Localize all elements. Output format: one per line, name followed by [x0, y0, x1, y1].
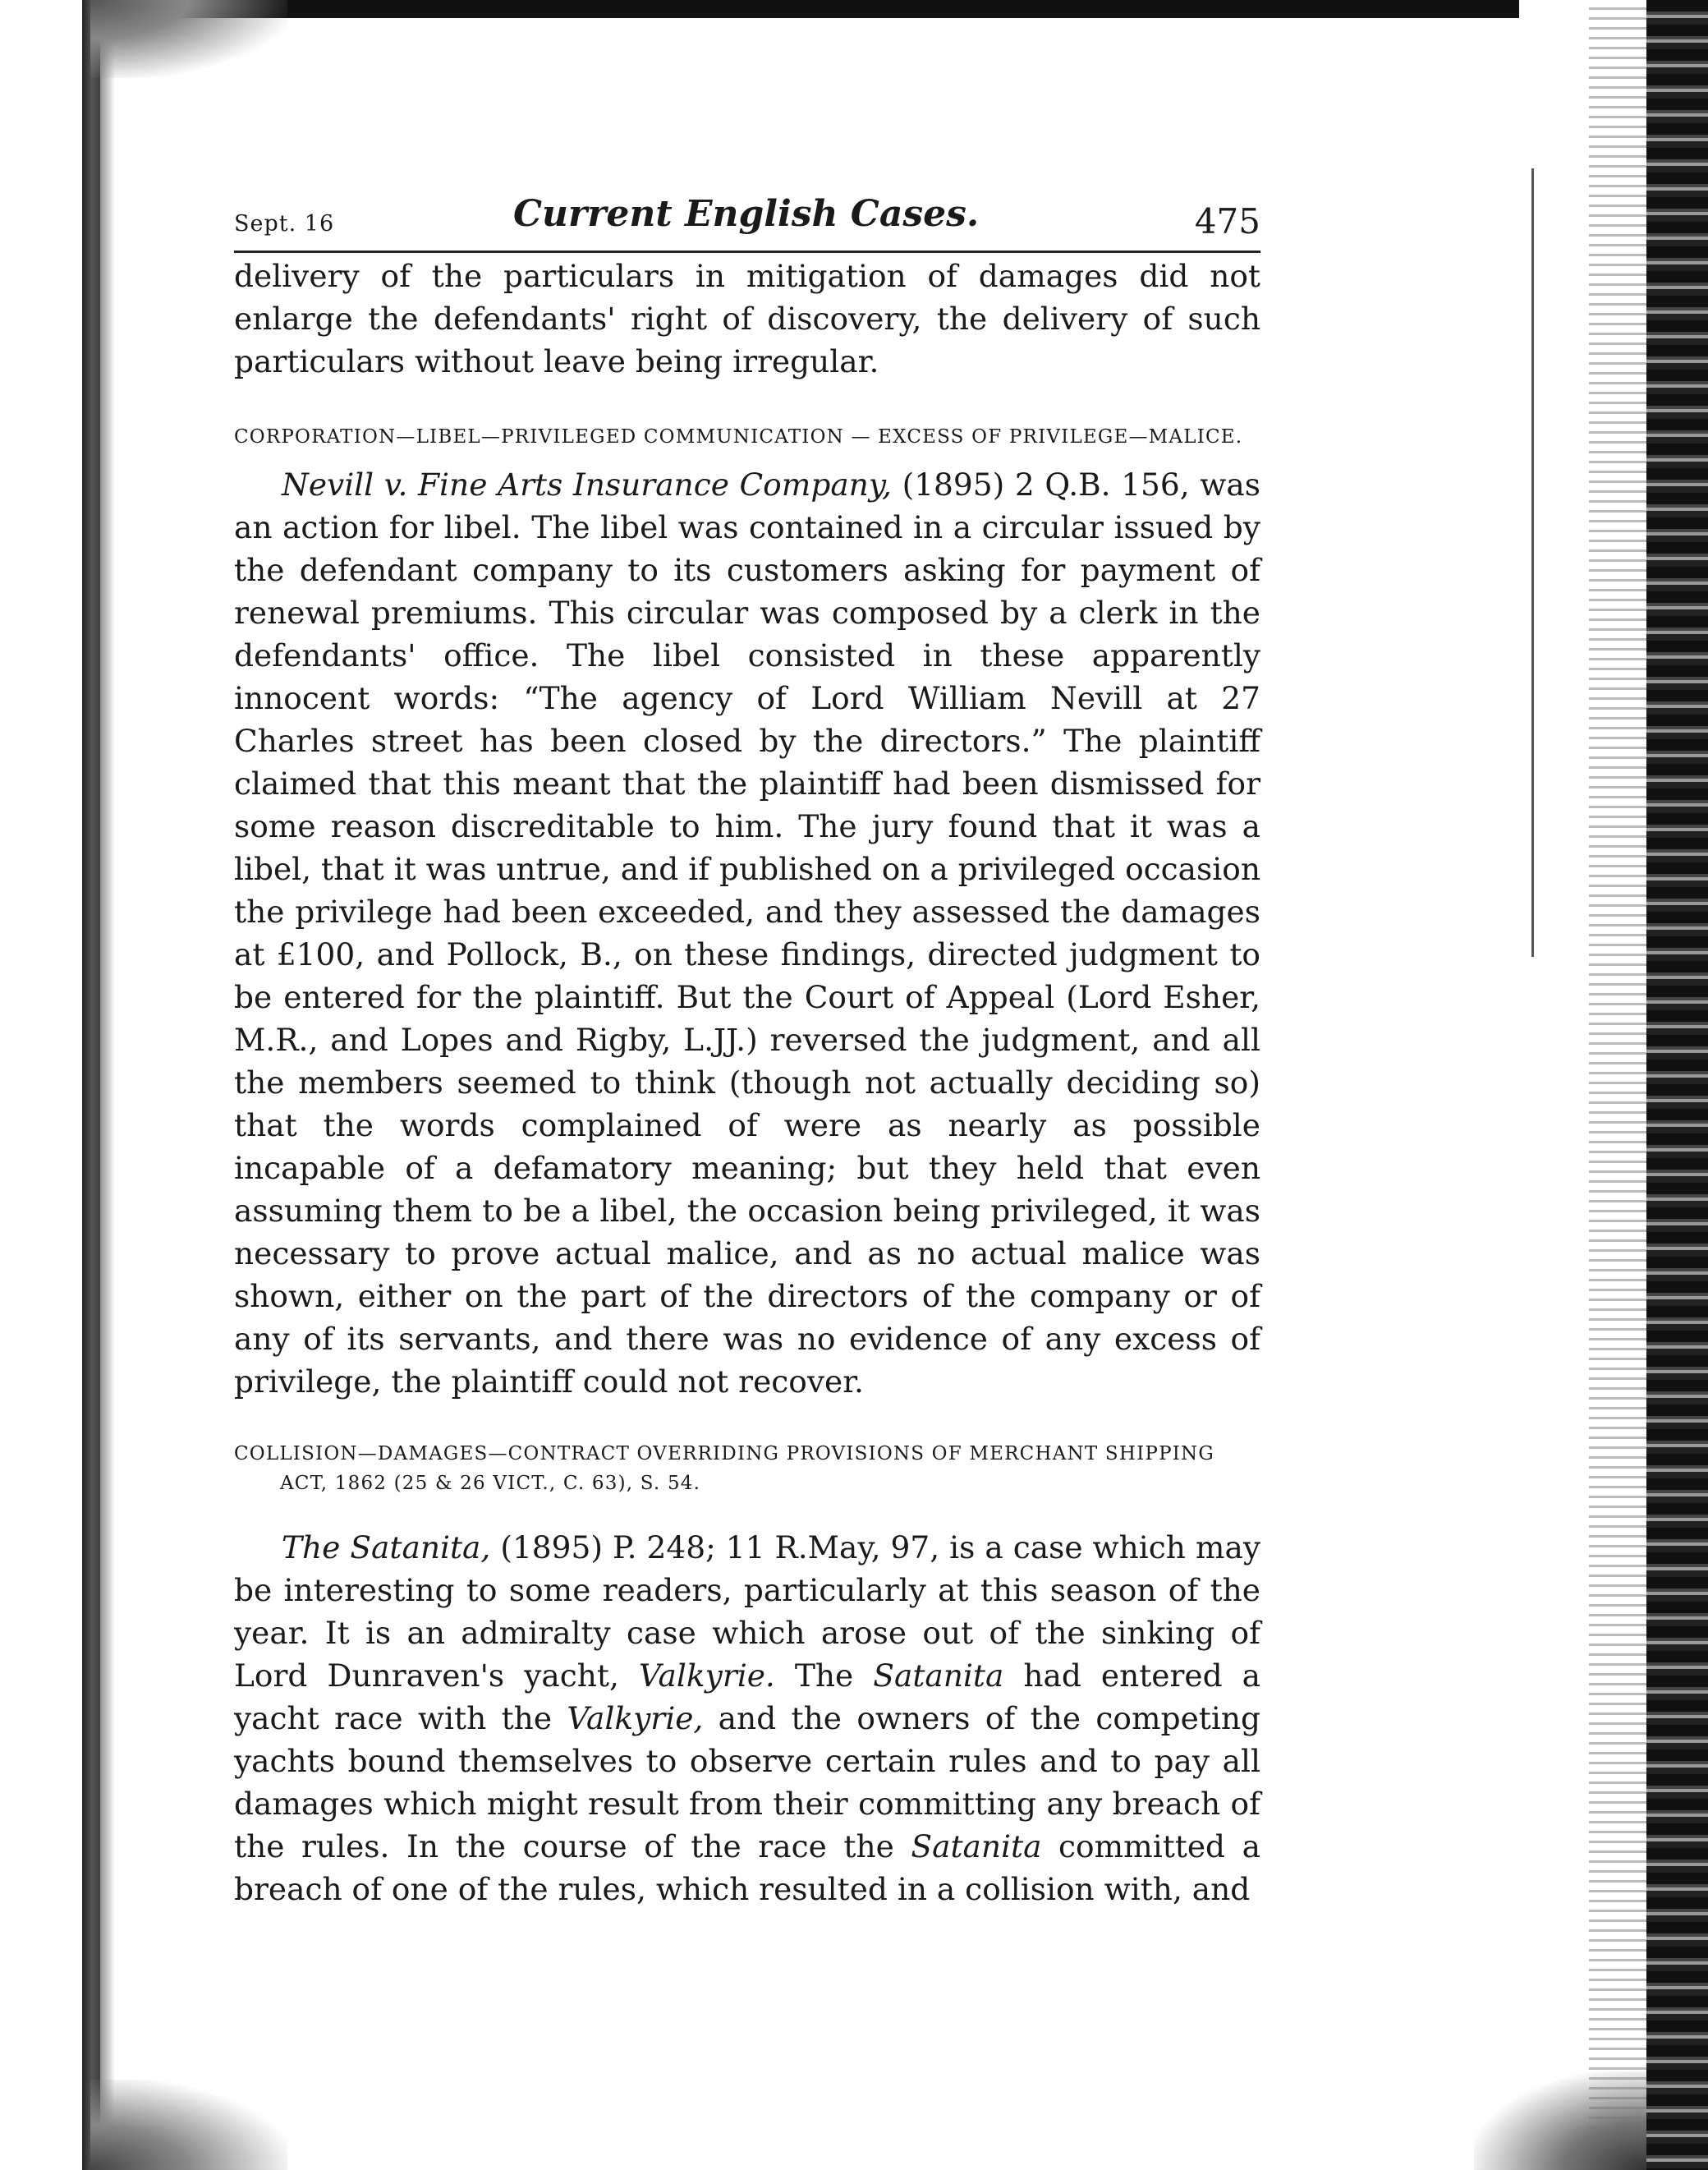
- headnote-corporation-libel: CORPORATION—LIBEL—PRIVILEGED COMMUNICATION — EXCESS OF PRIVILEGE—MALICE.: [234, 426, 1243, 448]
- running-head-date: Sept. 16: [234, 211, 335, 237]
- scan-corner-top-left: [90, 0, 287, 78]
- scan-corner-bottom-right: [1474, 2071, 1646, 2170]
- running-head: [234, 193, 1260, 253]
- vessel-name-satanita: Satanita: [873, 1657, 1004, 1694]
- scan-top-edge: [164, 0, 1519, 18]
- case-text-segment: committed a breach of one of the rules, which resulted in a collision with, and: [234, 1828, 1261, 1907]
- case-text-nevill: (1895) 2 Q.B. 156, was an action for libel. The libel was contained in a circular issued by the defendant company to its customers asking for payment of renewal premiums. This circular was composed by a clerk in the defendants' office. The libel consisted in these apparently innocent words: “The agency of Lord William Nevill at 27 Charles street has been closed by the directors.” The plaintiff claimed that this meant that the plaintiff had been dismissed for some reason discreditable to him. The jury found that it was a libel, that it was untrue, and if published on a privileged occasion the privilege had been exceeded, and they assessed the damages at £100, and Pollock, B., on these findings, directed judgment to be entered for the plaintiff. But the Court of Appeal (Lord Esher, M.R., and Lopes and Rigby, L.JJ.) reversed the judgment, and all the members seemed to think (though not actually deciding so) that the words complained of were as nearly as possible incapable of a defamatory meaning; but they held that even assuming them to be a libel, the occasion being privileged, it was necessary to prove actual malice, and as no actual malice was shown, either on the part of the directors of the company or of any of its servants, and there was no evidence of any excess of privilege, the plaintiff could not recover.: [234, 467, 1260, 1400]
- margin-rule: [1531, 168, 1534, 957]
- case-paragraph-satanita: [234, 1526, 1260, 1910]
- case-paragraph-nevill: [234, 463, 1260, 1403]
- headnote-collision-damages: COLLISION—DAMAGES—CONTRACT OVERRIDING PROVISIONS OF MERCHANT SHIPPING ACT, 1862 (25 & 26 VICT., C. 63), S. 54.: [234, 1443, 1214, 1494]
- case-name-nevill: Nevill v. Fine Arts Insurance Company,: [282, 467, 892, 503]
- case-text-segment: had entered a yacht race with the: [234, 1657, 1261, 1736]
- page-number: 475: [1194, 201, 1260, 241]
- scan-right-noise: [1589, 0, 1646, 2170]
- vessel-name-satanita: Satanita: [911, 1828, 1042, 1864]
- case-text-segment: and the owners of the competing yachts bound themselves to observe certain rules and to pay all damages which might result from their committing any breach of the rules. In the course of the race the: [234, 1700, 1260, 1864]
- case-name-satanita: The Satanita,: [282, 1529, 491, 1565]
- running-head-title: Current English Cases.: [513, 193, 980, 235]
- vessel-name-valkyrie: Valkyrie,: [567, 1700, 704, 1736]
- scan-right-edge: [1646, 0, 1708, 2170]
- scan-corner-bottom-left: [90, 2080, 287, 2170]
- book-page: [234, 193, 1260, 1910]
- case-text-segment: (1895) P. 248; 11 R.May, 97, is a case which may be interesting to some readers, particularly at this season of the year. It is an admiralty case which arose out of the sinking of Lord Dunraven's yacht,: [234, 1529, 1261, 1694]
- vessel-name-valkyrie: Valkyrie.: [638, 1657, 775, 1694]
- continuation-paragraph: delivery of the particulars in mitigation of damages did not enlarge the defendants' right of discovery, the delivery of such particulars without leave being irregular.: [234, 258, 1260, 379]
- case-text-segment: The: [774, 1657, 874, 1694]
- scan-left-shadow: [82, 0, 115, 2170]
